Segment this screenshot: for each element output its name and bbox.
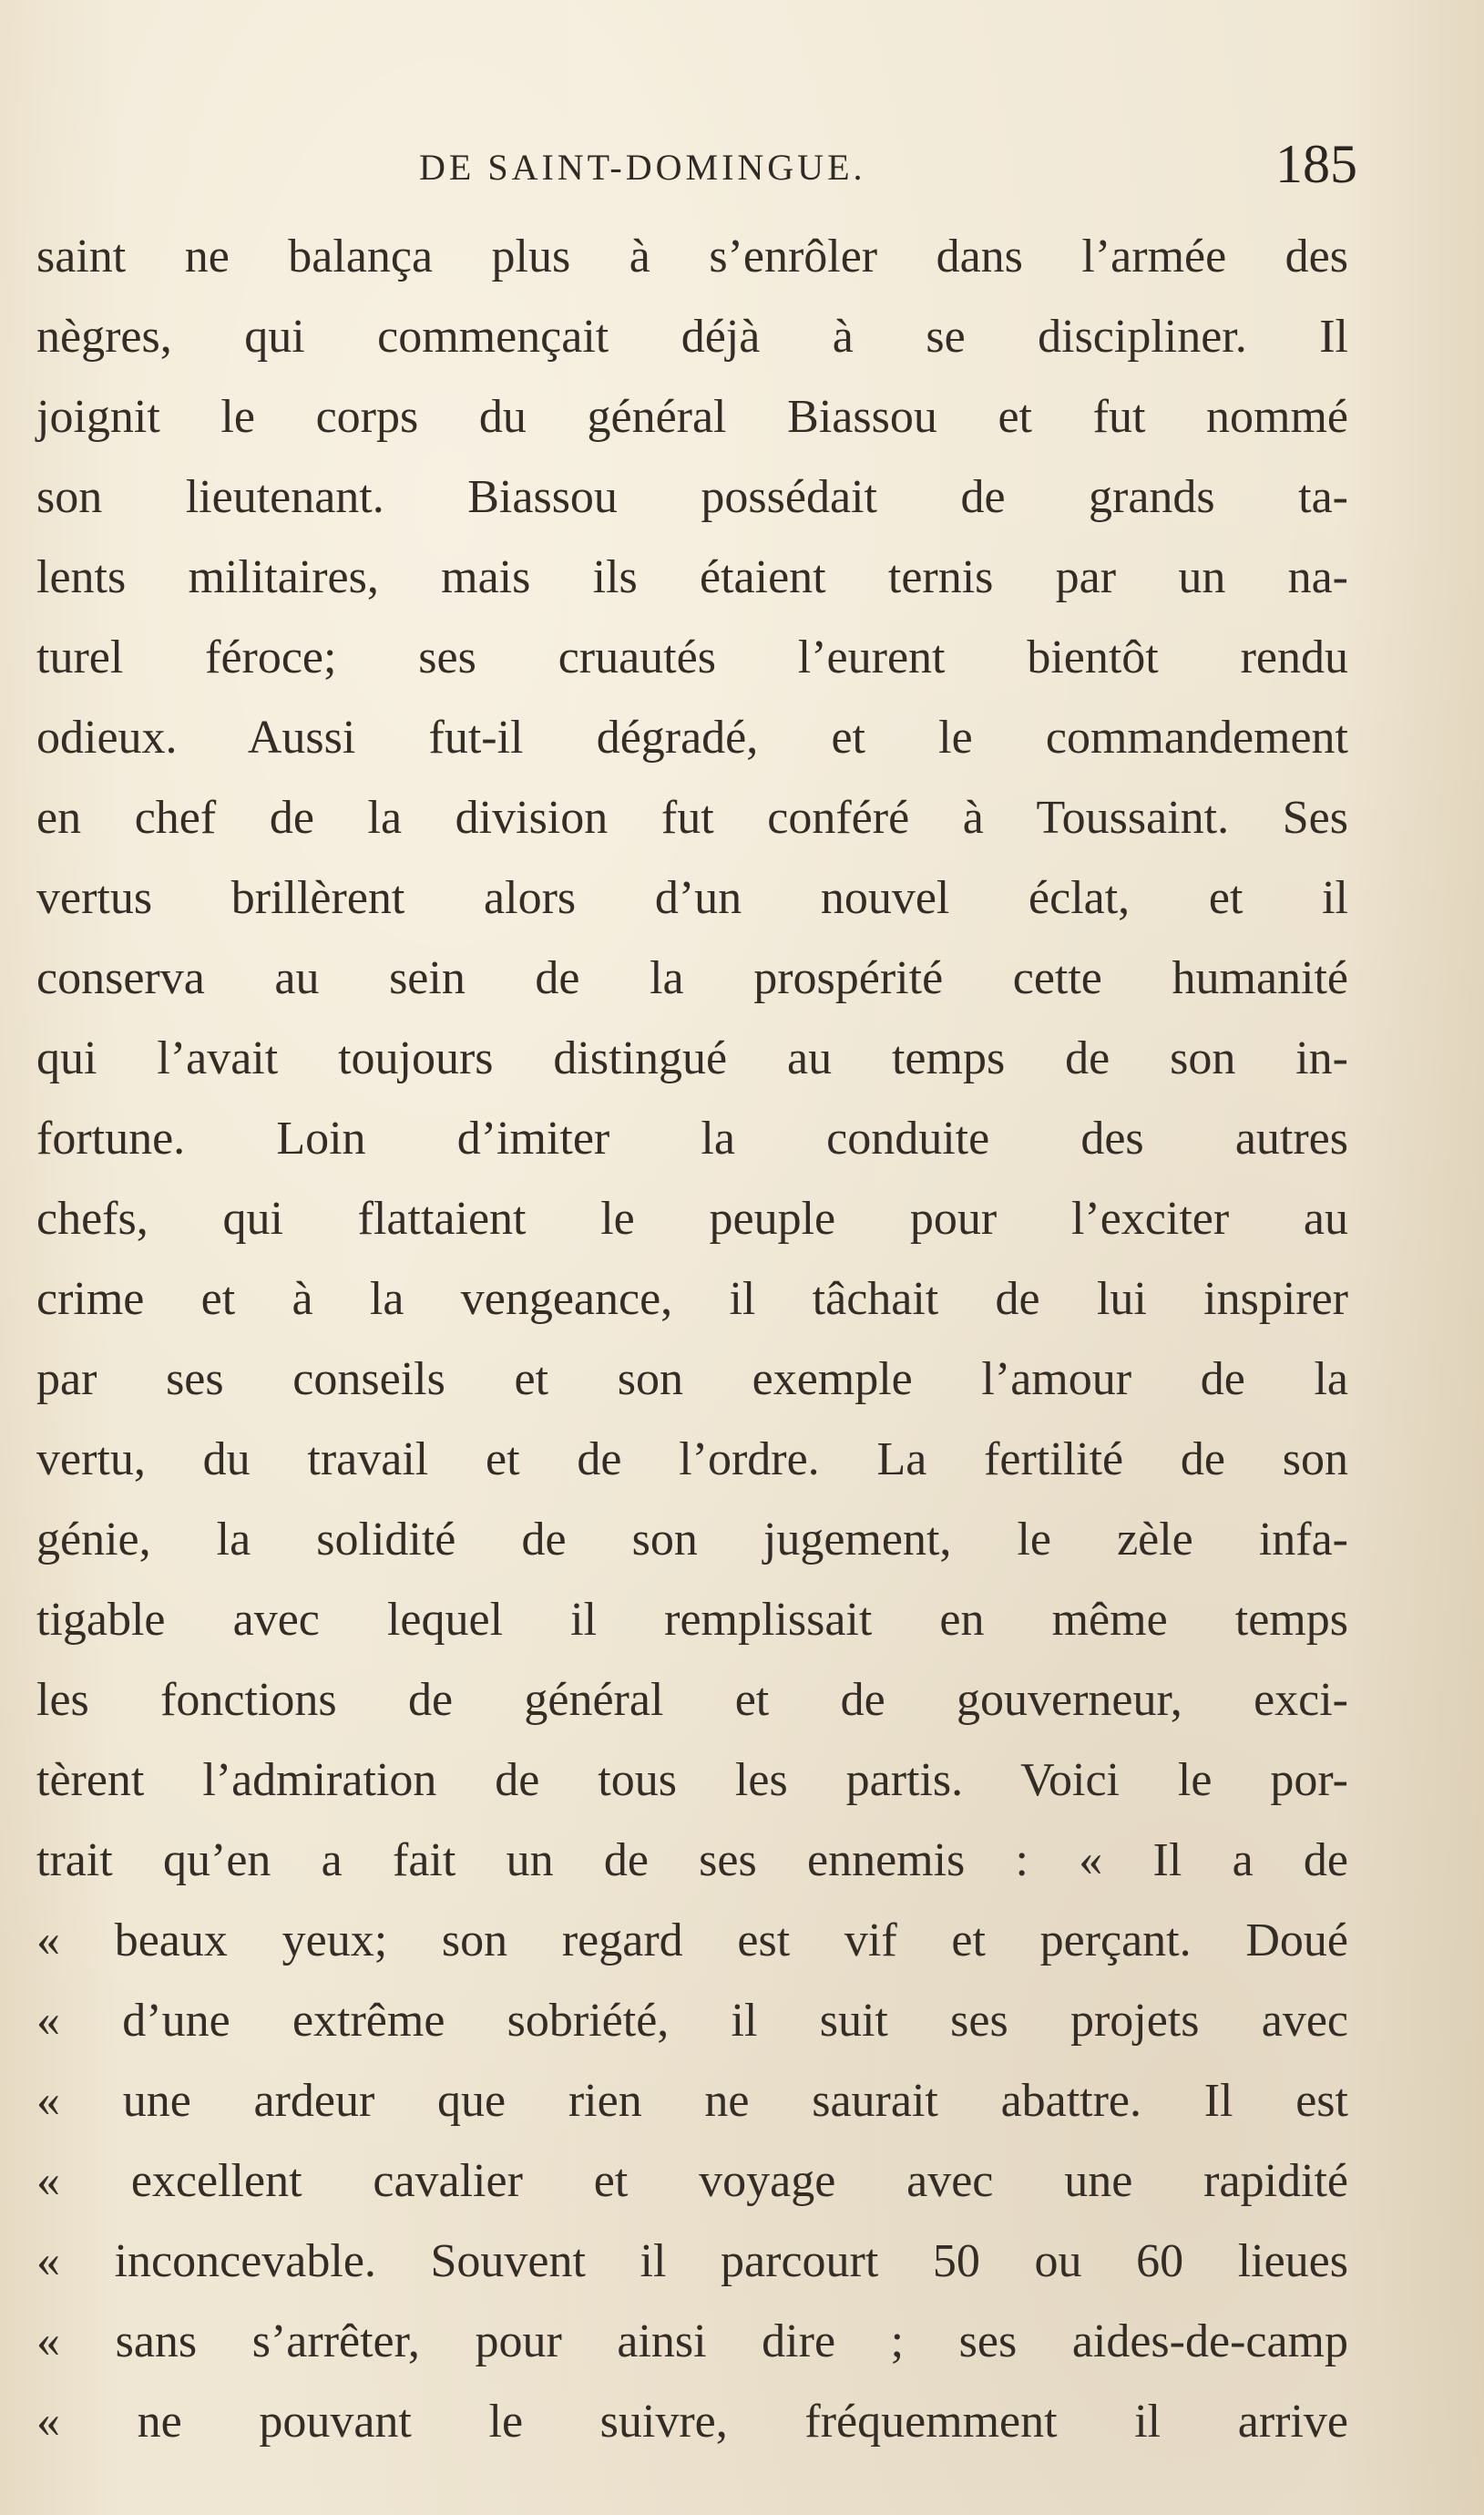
- body-text: [36, 217, 1348, 2462]
- text-line: lents militaires, mais ils étaient ternis par un na-: [36, 551, 1348, 603]
- text-line: tèrent l’admiration de tous les partis. Voici le por-: [36, 1754, 1348, 1806]
- text-line: trait qu’en a fait un de ses ennemis : « Il a de: [36, 1834, 1348, 1886]
- text-line: turel féroce; ses cruautés l’eurent bientôt rendu: [36, 631, 1348, 683]
- text-line: « une ardeur que rien ne saurait abattre. Il est: [36, 2075, 1348, 2127]
- text-line: « inconcevable. Souvent il parcourt 50 ou 60 lieues: [36, 2235, 1348, 2287]
- text-line: joignit le corps du général Biassou et fut nommé: [36, 391, 1348, 443]
- text-line: son lieutenant. Biassou possédait de grands ta-: [36, 471, 1348, 523]
- running-title: DE SAINT-DOMINGUE.: [419, 147, 866, 188]
- text-line: « beaux yeux; son regard est vif et perçant. Doué: [36, 1914, 1348, 1966]
- text-line: crime et à la vengeance, il tâchait de lui inspirer: [36, 1273, 1348, 1325]
- text-line: par ses conseils et son exemple l’amour de la: [36, 1353, 1348, 1405]
- text-line: qui l’avait toujours distingué au temps de son in-: [36, 1032, 1348, 1084]
- text-line: en chef de la division fut conféré à Toussaint. Ses: [36, 792, 1348, 844]
- text-line: tigable avec lequel il remplissait en même temps: [36, 1594, 1348, 1646]
- page-number: 185: [1275, 134, 1357, 194]
- text-line: les fonctions de général et de gouverneur, exci-: [36, 1674, 1348, 1726]
- text-line: conserva au sein de la prospérité cette humanité: [36, 952, 1348, 1004]
- text-line: nègres, qui commençait déjà à se discipliner. Il: [36, 311, 1348, 363]
- text-line: fortune. Loin d’imiter la conduite des autres: [36, 1113, 1348, 1165]
- text-line: vertus brillèrent alors d’un nouvel éclat, et il: [36, 872, 1348, 924]
- text-line: vertu, du travail et de l’ordre. La fertilité de son: [36, 1433, 1348, 1485]
- running-head: [36, 134, 1357, 210]
- text-line: chefs, qui flattaient le peuple pour l’exciter au: [36, 1193, 1348, 1245]
- text-line: « ne pouvant le suivre, fréquemment il arrive: [36, 2396, 1348, 2448]
- text-line: saint ne balança plus à s’enrôler dans l’armée des: [36, 231, 1348, 282]
- text-line: « excellent cavalier et voyage avec une rapidité: [36, 2155, 1348, 2207]
- text-line: génie, la solidité de son jugement, le zèle infa-: [36, 1514, 1348, 1565]
- text-line: « d’une extrême sobriété, il suit ses projets avec: [36, 1995, 1348, 2047]
- text-line: odieux. Aussi fut-il dégradé, et le commandement: [36, 712, 1348, 764]
- text-line: « sans s’arrêter, pour ainsi dire ; ses aides-de-camp: [36, 2315, 1348, 2367]
